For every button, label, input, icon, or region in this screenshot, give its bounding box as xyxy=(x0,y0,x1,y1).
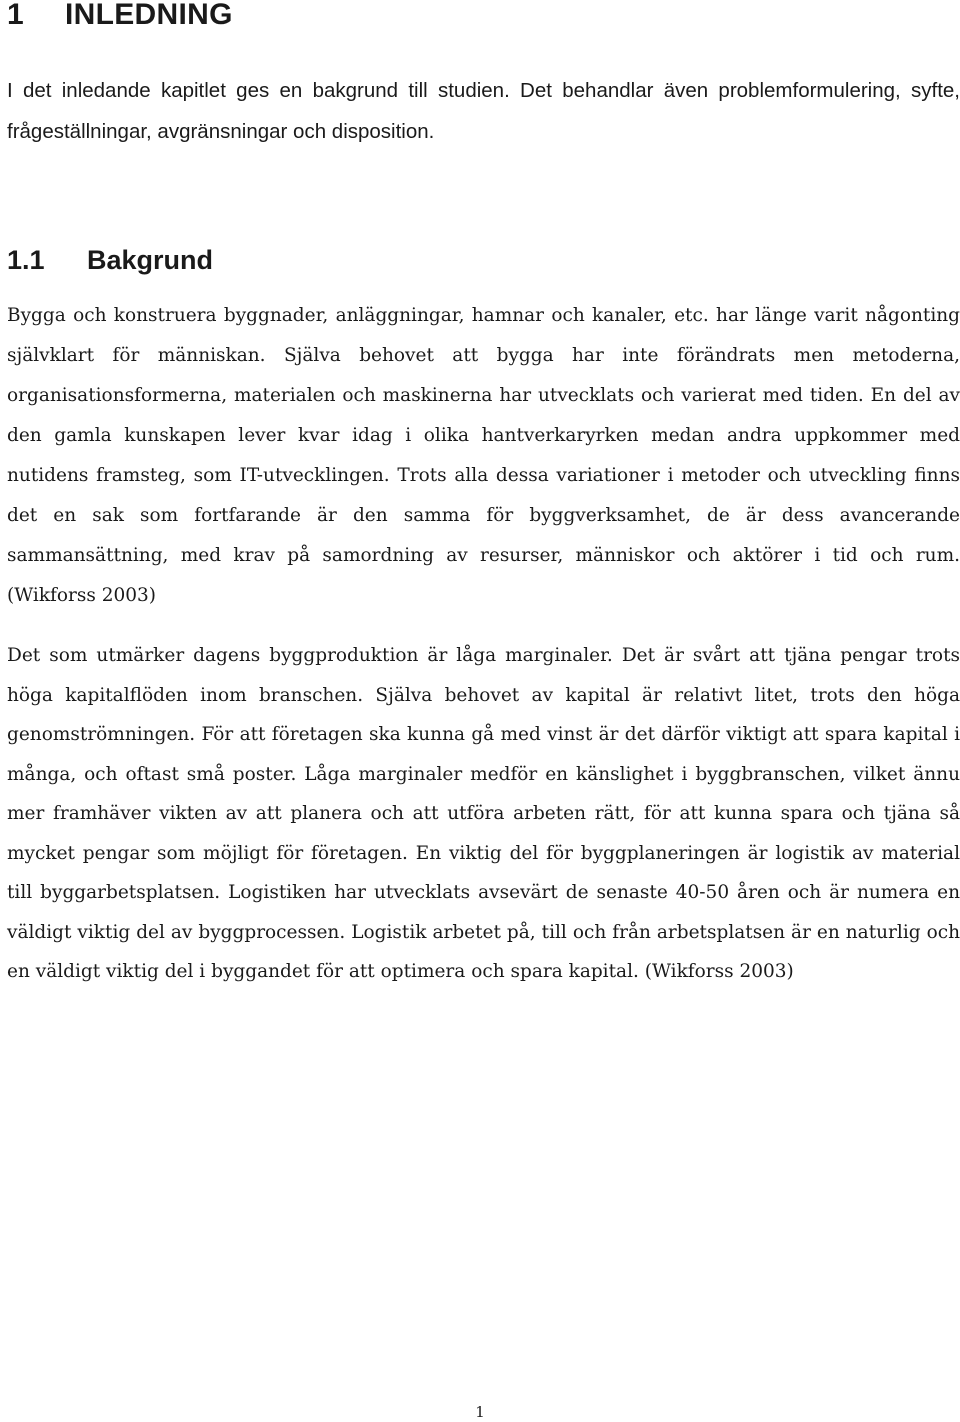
chapter-number: 1 xyxy=(7,0,24,31)
chapter-heading xyxy=(7,0,233,36)
construction-paragraph: Det som utmärker dagens byggproduktion är låga marginaler. Det är svårt att tjäna pengar trots höga kapitalflöden inom branschen. Själva behovet av kapital är relativt litet, trots den höga genomströmningen. För att företagen ska kunna gå med vinst är det därför viktigt att spara kapital i många, och oftast små poster. Låga marginaler medför en känslighet i byggbranschen, vilket ännu mer framhäver vikten av att planera och att utföra arbeten rätt, för att kunna spara och tjäna så mycket pengar som möjligt för företagen. En viktig del för byggplaneringen är logistik av material till byggarbetsplatsen. Logistiken har utvecklats avsevärt de senaste 40-50 åren och är numera en väldigt viktig del av byggprocessen. Logistik arbetet på, till och från arbetsplatsen är en naturlig och en väldigt viktig del i byggandet för att optimera och spara kapital. (Wikforss 2003) xyxy=(7,645,960,982)
chapter-title: INLEDNING xyxy=(65,0,233,31)
section-heading xyxy=(7,240,213,280)
section-number: 1.1 xyxy=(7,245,45,275)
page-number: 1 xyxy=(475,1403,485,1421)
section-title: Bakgrund xyxy=(87,245,214,275)
background-paragraph: Bygga och konstruera byggnader, anläggningar, hamnar och kanaler, etc. har länge varit någonting självklart för människan. Själva behovet att bygga har inte förändrats men metoderna, organisationsformerna, materialen och maskinerna har utvecklats och varierat med tiden. En del av den gamla kunskapen lever kvar idag i olika hantverkaryrken medan andra uppkommer med nutidens framsteg, som IT-utvecklingen. Trots alla dessa variationer i metoder och utveckling finns det en sak som fortfarande är den samma för byggverksamhet, de är dess avancerande sammansättning, med krav på samordning av resurser, människor och aktörer i tid och rum. (Wikforss 2003) xyxy=(7,305,960,606)
intro-paragraph: I det inledande kapitlet ges en bakgrund till studien. Det behandlar även problemformulering, syfte, frågeställningar, avgränsningar och disposition. xyxy=(7,79,960,143)
